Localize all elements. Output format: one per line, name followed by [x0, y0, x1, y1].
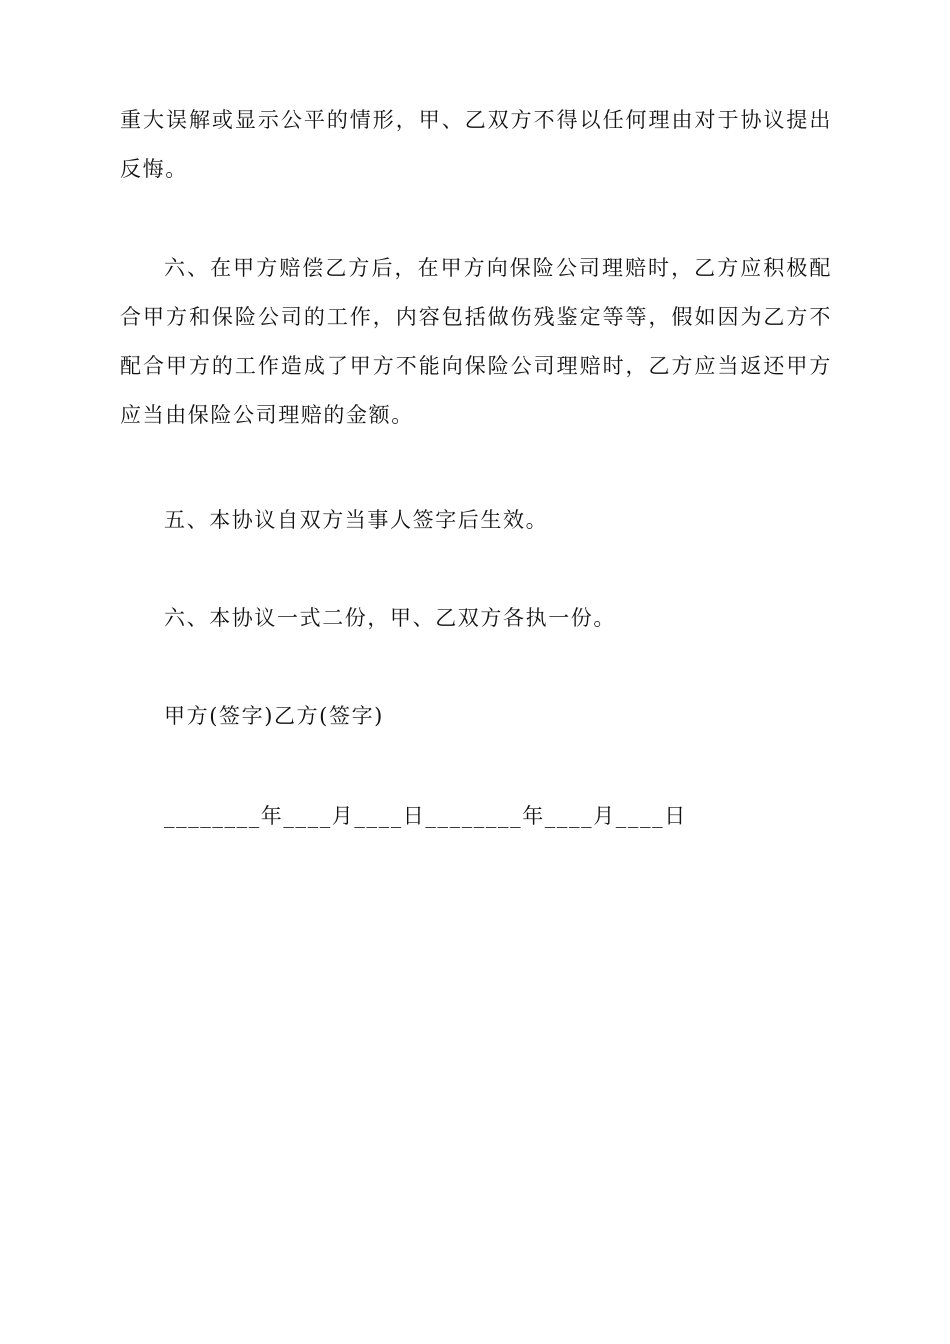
- paragraph-clause-six-copies: 六、本协议一式二份，甲、乙双方各执一份。: [164, 606, 616, 630]
- date-line: ________年____月____日________年____月____日: [164, 804, 687, 828]
- paragraph-clause-six-insurance: 六、在甲方赔偿乙方后，在甲方向保险公司理赔时，乙方应积极配合甲方和保险公司的工作，内容包括做伤残鉴定等等，假如因为乙方不配合甲方的工作造成了甲方不能向保险公司理赔时，乙方应当返还甲方应当由保险公司理赔的金额。: [120, 256, 832, 427]
- paragraph-continuation: 重大误解或显示公平的情形，甲、乙双方不得以任何理由对于协议提出反悔。: [120, 108, 832, 181]
- signature-line: 甲方(签字)乙方(签字): [164, 704, 384, 728]
- paragraph-clause-five-effective: 五、本协议自双方当事人签字后生效。: [164, 508, 549, 532]
